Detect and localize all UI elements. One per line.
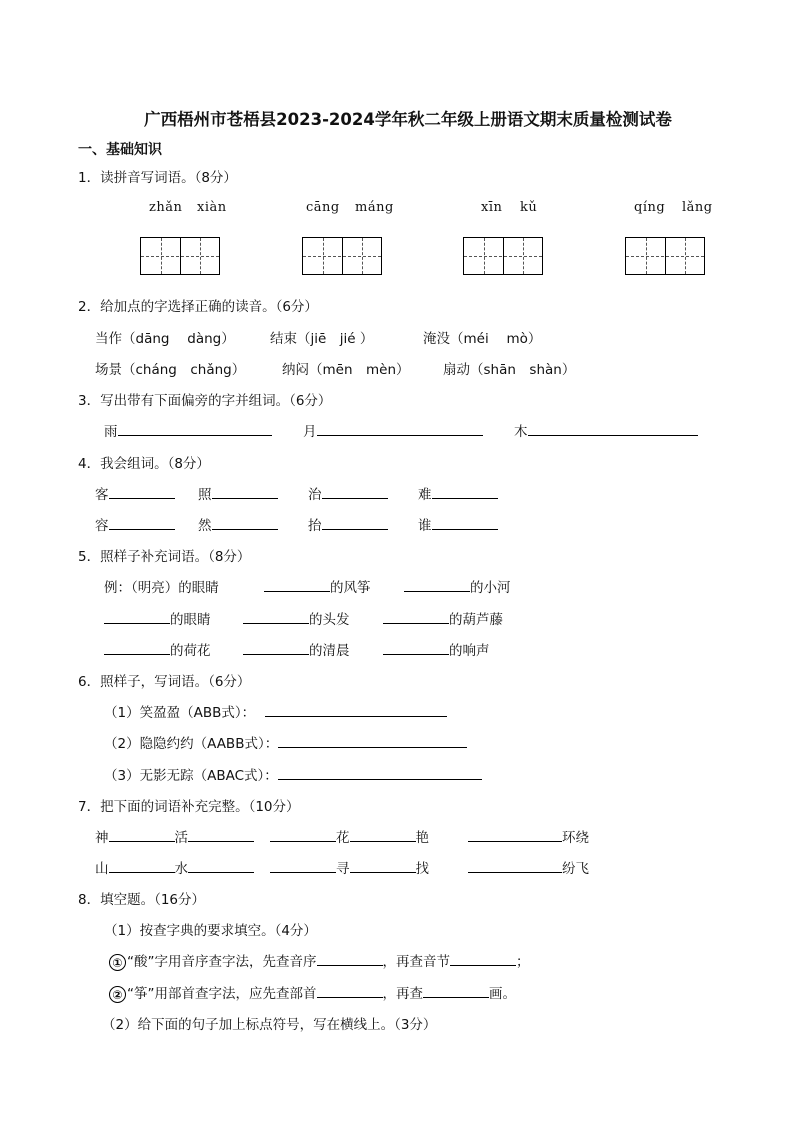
q5-item: 的清晨 xyxy=(243,639,350,659)
answer-blank[interactable] xyxy=(109,827,175,842)
q2-item: 扇动（shān shàn） xyxy=(443,362,576,378)
answer-blank[interactable] xyxy=(322,515,388,530)
answer-blank[interactable] xyxy=(432,515,498,530)
q2-item: 淹没（méi mò） xyxy=(423,331,542,347)
q7-label: 7．把下面的词语补充完整。（10分） xyxy=(78,799,300,815)
answer-blank[interactable] xyxy=(212,484,278,499)
answer-blank[interactable] xyxy=(468,827,562,842)
answer-blank[interactable] xyxy=(383,609,449,624)
circled-number-1: ① xyxy=(109,954,126,971)
answer-blank[interactable] xyxy=(188,827,254,842)
answer-blank[interactable] xyxy=(212,515,278,530)
q5-item: 的葫芦藤 xyxy=(383,608,503,628)
q4-item: 治 xyxy=(308,483,388,503)
answer-blank[interactable] xyxy=(404,577,470,592)
q8-sub1: （1）按查字典的要求填空。（4分） xyxy=(104,923,317,939)
q2-item: 纳闷（mēn mèn） xyxy=(282,362,410,378)
answer-blank[interactable] xyxy=(104,609,170,624)
q6-item-1: （1）笑盈盈（ABB式）： xyxy=(104,701,447,721)
answer-blank[interactable] xyxy=(243,640,309,655)
answer-blank[interactable] xyxy=(317,421,483,436)
writing-grid-2[interactable] xyxy=(302,237,382,275)
answer-blank[interactable] xyxy=(432,484,498,499)
q7-item: 纷飞 xyxy=(468,857,589,877)
q8-label: 8．填空题。（16分） xyxy=(78,892,206,908)
answer-blank[interactable] xyxy=(188,858,254,873)
answer-blank[interactable] xyxy=(109,858,175,873)
q3-label: 3．写出带有下面偏旁的字并组词。（6分） xyxy=(78,393,332,409)
q4-item: 客 xyxy=(95,483,175,503)
answer-blank[interactable] xyxy=(270,827,336,842)
q1-pinyin-4a: qíng xyxy=(634,200,666,215)
answer-blank[interactable] xyxy=(264,577,330,592)
q2-item: 结束（jiē jié ） xyxy=(270,331,374,347)
q8-sub2: （2）给下面的句子加上标点符号，写在横线上。（3分） xyxy=(102,1017,437,1033)
answer-blank[interactable] xyxy=(265,702,447,717)
q4-item: 照 xyxy=(198,483,278,503)
q1-pinyin-1b: xiàn xyxy=(197,200,227,215)
q2-item: 场景（cháng chǎng） xyxy=(95,362,246,378)
answer-blank[interactable] xyxy=(528,421,698,436)
q1-pinyin-3b: kǔ xyxy=(520,200,538,215)
section-heading: 一、基础知识 xyxy=(78,142,162,158)
answer-blank[interactable] xyxy=(278,765,482,780)
writing-grid-1[interactable] xyxy=(140,237,220,275)
q1-pinyin-3a: xīn xyxy=(481,200,503,215)
q1-pinyin-4b: lǎng xyxy=(682,200,713,215)
q1-label: 1．读拼音写词语。（8分） xyxy=(78,170,237,186)
q5-example: 例：（明亮）的眼睛 xyxy=(104,580,219,596)
answer-blank[interactable] xyxy=(109,515,175,530)
q7-item: 神 活 xyxy=(95,826,254,846)
q5-item: 的小河 xyxy=(404,576,511,596)
q6-item-3: （3）无影无踪（ABAC式）： xyxy=(104,764,482,784)
q4-item: 抬 xyxy=(308,514,388,534)
q1-pinyin-1a: zhǎn xyxy=(149,200,183,215)
answer-blank[interactable] xyxy=(243,609,309,624)
answer-blank[interactable] xyxy=(322,484,388,499)
q5-label: 5．照样子补充词语。（8分） xyxy=(78,549,251,565)
answer-blank[interactable] xyxy=(109,484,175,499)
answer-blank[interactable] xyxy=(317,983,383,998)
answer-blank[interactable] xyxy=(118,421,272,436)
q3-radical-rain: 雨 xyxy=(104,420,272,440)
q5-item: 的眼睛 xyxy=(104,608,211,628)
q6-item-2: （2）隐隐约约（AABB式）： xyxy=(104,732,467,752)
q3-radical-wood: 木 xyxy=(514,420,698,440)
answer-blank[interactable] xyxy=(317,951,383,966)
answer-blank[interactable] xyxy=(423,983,489,998)
q5-item: 的荷花 xyxy=(104,639,211,659)
q8-line2: ② “筝”用部首查字法，应先查部首 ，再查 画。 xyxy=(109,982,516,1003)
q2-label: 2．给加点的字选择正确的读音。（6分） xyxy=(78,299,318,315)
q5-item: 的风筝 xyxy=(264,576,371,596)
q7-item: 环绕 xyxy=(468,826,589,846)
writing-grid-4[interactable] xyxy=(625,237,705,275)
page-title: 广西梧州市苍梧县2023-2024学年秋二年级上册语文期末质量检测试卷 xyxy=(144,110,672,129)
answer-blank[interactable] xyxy=(468,858,562,873)
answer-blank[interactable] xyxy=(450,951,516,966)
q4-item: 难 xyxy=(418,483,498,503)
q7-item: 山 水 xyxy=(95,857,254,877)
q4-item: 然 xyxy=(198,514,278,534)
answer-blank[interactable] xyxy=(350,827,416,842)
q7-item: 花 艳 xyxy=(270,826,429,846)
q4-item: 谁 xyxy=(418,514,498,534)
q4-label: 4．我会组词。（8分） xyxy=(78,456,210,472)
writing-grid-3[interactable] xyxy=(463,237,543,275)
circled-number-2: ② xyxy=(109,986,126,1003)
q1-pinyin-2a: cāng xyxy=(306,200,340,215)
q1-pinyin-2b: máng xyxy=(355,200,394,215)
answer-blank[interactable] xyxy=(383,640,449,655)
q6-label: 6．照样子，写词语。（6分） xyxy=(78,674,251,690)
answer-blank[interactable] xyxy=(278,733,467,748)
q8-line1: ① “酸”字用音序查字法，先查音序 ，再查音节 ； xyxy=(109,950,530,971)
q2-item: 当作（dāng dàng） xyxy=(95,331,235,347)
q5-item: 的头发 xyxy=(243,608,350,628)
answer-blank[interactable] xyxy=(104,640,170,655)
q5-item: 的响声 xyxy=(383,639,490,659)
q4-item: 容 xyxy=(95,514,175,534)
q3-radical-moon: 月 xyxy=(303,420,483,440)
q7-item: 寻 找 xyxy=(270,857,429,877)
answer-blank[interactable] xyxy=(270,858,336,873)
answer-blank[interactable] xyxy=(350,858,416,873)
